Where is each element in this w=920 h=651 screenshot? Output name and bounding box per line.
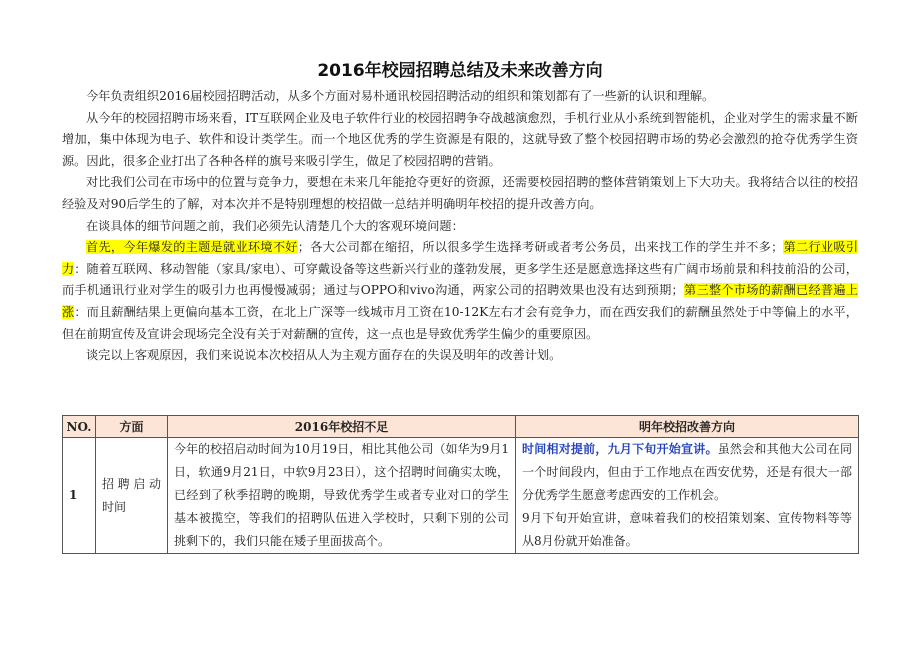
highlight-employment: 首先，今年爆发的主题是就业环境不好	[86, 240, 298, 255]
paragraph-competition: 对比我们公司在市场中的位置与竞争力，要想在未来几年能抢夺更好的资源，还需要校园招聘的整体营销策划上下大功夫。我将结合以往的校招经验及对90后学生的了解，对本次并不是特别理想的校招做一总结并明确明年校招的提升改善方向。	[62, 175, 858, 211]
document-title: 2016年校园招聘总结及未来改善方向	[317, 61, 603, 81]
improvement-table	[62, 415, 859, 554]
text-salary: ：而且薪酬结果上更偏向基本工资，在北上广深等一线城市月工资在10-12K左右才会有竞争力，而在西安我们的薪酬虽然处于中等偏上的水平，但在前期宣传及宣讲会现场完全没有关于对薪酬的宣传，这一点也是导致优秀学生偏少的重要原因。	[62, 304, 858, 341]
improvement-detail: 虽然会和其他大公司在同一个时间段内，但由于工作地点在西安优势，还是有很大一部分优秀学生愿意考虑西安的工作机会。	[522, 442, 852, 502]
highlight-industry: 第二行业吸引力	[62, 240, 859, 276]
text-industry: ：随着互联网、移动智能（家具/家电）、可穿戴设备等这些新兴行业的蓬勃发展，更多学生还是愿意选择这些有广阔市场前景和科技前沿的公司，而手机通讯行业对学生的吸引力也再慢慢减弱；通过与OPPO和vivo沟通，两家公司的招聘效果也没有达到预期；	[62, 261, 858, 298]
highlight-salary: 第三整个市场的薪酬已经普遍上涨	[62, 283, 859, 319]
paragraph-intro: 今年负责组织2016届校园招聘活动，从多个方面对易朴通讯校园招聘活动的组织和策划都有了一些新的认识和理解。	[86, 89, 715, 103]
document-body	[62, 86, 858, 367]
header-no: NO.	[63, 416, 96, 438]
paragraph-transition: 谈完以上客观原因，我们来说说本次校招从人为主观方面存在的失误及明年的改善计划。	[86, 348, 562, 363]
cell-aspect: 招聘启动时间	[96, 438, 168, 554]
paragraph-market: 从今年的校园招聘市场来看，IT互联网企业及电子软件行业的校园招聘争夺战越演愈烈，手机行业从小系统到智能机，企业对学生的需求量不断增加，集中体现为电子、软件和设计类学生。而一个地区优秀的学生资源是有限的，这就导致了整个校园招聘市场的势必会激烈的抢夺优秀学生资源。因此，很多企业打出了各种各样的旗号来吸引学生，做足了校园招聘的营销。	[62, 110, 858, 168]
cell-shortfall: 今年的校招启动时间为10月19日，相比其他公司（如华为9月1日，软通9月21日，中软9月23日），这个招聘时间确实太晚，已经到了秋季招聘的晚期，导致优秀学生或者专业对口的学生基本被揽空，等我们的招聘队伍进入学校时，只剩下別的公司挑剩下的，我们只能在矮子里面拔高个。	[168, 438, 516, 554]
paragraph-environment-lead: 在谈具体的细节问题之前，我们必须先认清楚几个大的客观环境问题：	[86, 218, 464, 233]
header-aspect: 方面	[96, 416, 168, 438]
table-header-row	[63, 416, 859, 438]
improvement-emphasis: 时间相对提前，九月下旬开始宣讲。	[522, 442, 718, 456]
header-improvement: 明年校招改善方向	[516, 416, 859, 438]
paragraph-environment-issues	[62, 237, 858, 345]
cell-no: 1	[63, 438, 96, 554]
table-row	[63, 438, 859, 554]
improvement-prep: 9月下旬开始宣讲，意味着我们的校招策划案、宣传物料等等从8月份就开始准备。	[522, 511, 852, 548]
text-employment: ；各大公司都在缩招，所以很多学生选择考研或者考公务员，出来找工作的学生并不多；	[297, 240, 784, 255]
cell-improvement	[516, 438, 859, 554]
header-shortfall: 2016年校招不足	[168, 416, 516, 438]
